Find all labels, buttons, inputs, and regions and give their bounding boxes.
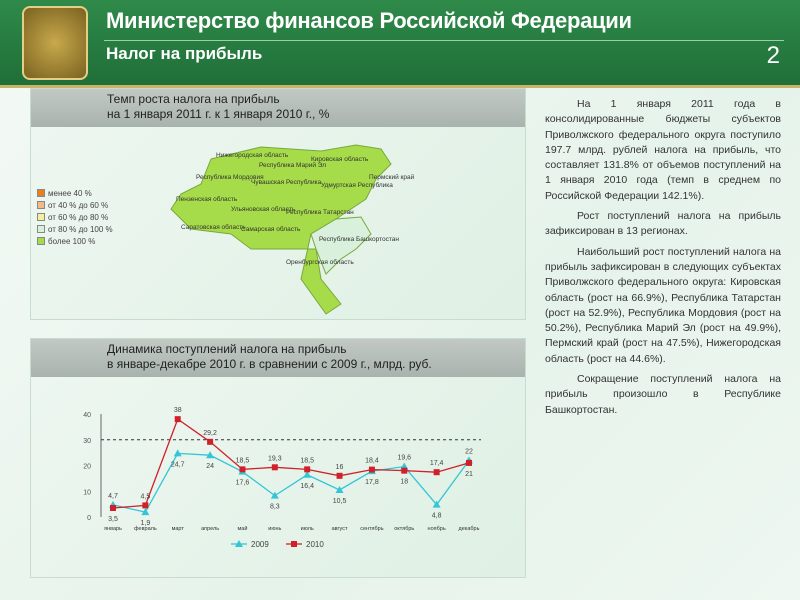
line-chart xyxy=(61,394,501,564)
region-label: Республика Башкортостан xyxy=(319,236,399,243)
data-label: 19,3 xyxy=(268,455,282,463)
map-title-line2: на 1 января 2011 г. к 1 января 2010 г., % xyxy=(107,107,330,121)
data-point-2009 xyxy=(174,449,182,456)
data-label: 18,5 xyxy=(235,457,250,465)
legend-label: 2010 xyxy=(306,540,324,549)
x-tick-label: сентябрь xyxy=(360,526,384,532)
region-label: Ульяновская область xyxy=(231,206,296,213)
x-tick-label: апрель xyxy=(201,526,220,532)
y-tick-label: 20 xyxy=(83,463,91,471)
data-label: 17,4 xyxy=(429,460,444,468)
data-label: 38 xyxy=(173,407,182,415)
x-tick-label: август xyxy=(331,526,348,532)
y-tick-label: 40 xyxy=(83,412,91,419)
legend-item xyxy=(37,199,113,211)
legend-swatch xyxy=(37,225,45,233)
legend-swatch xyxy=(37,189,45,197)
data-point-2010 xyxy=(304,466,310,472)
chart-panel xyxy=(30,338,526,578)
y-tick-label: 10 xyxy=(83,489,91,497)
summary-paragraph: Сокращение поступлений налога на прибыль произошло в Республике Башкортостан. xyxy=(545,373,781,416)
data-label: 18 xyxy=(400,478,409,486)
data-label: 8,3 xyxy=(269,503,280,511)
legend-label: от 40 % до 60 % xyxy=(48,200,109,210)
series-line-2009 xyxy=(113,453,469,512)
data-point-2010 xyxy=(175,416,181,422)
region-label: Самарская область xyxy=(241,226,301,233)
data-point-2010 xyxy=(207,439,213,445)
x-tick-label: июнь xyxy=(268,526,282,532)
ministry-title: Министерство финансов Российской Федерации xyxy=(106,8,632,33)
legend-label: от 60 % до 80 % xyxy=(48,212,109,222)
data-point-2009 xyxy=(336,486,344,493)
data-point-2010 xyxy=(239,466,245,472)
data-label: 29,2 xyxy=(203,429,217,437)
header-divider xyxy=(104,40,784,41)
legend-label: 2009 xyxy=(251,540,269,549)
map-panel xyxy=(30,88,526,320)
data-label: 21 xyxy=(465,470,473,478)
data-point-2010 xyxy=(434,469,440,475)
region-label: Оренбургская область xyxy=(286,259,354,266)
data-point-2010 xyxy=(466,460,472,466)
legend-item xyxy=(37,187,113,199)
data-label: 10,5 xyxy=(332,497,347,505)
data-label: 22 xyxy=(465,448,473,456)
legend-item xyxy=(37,211,113,223)
data-label: 19,6 xyxy=(397,454,412,462)
summary-text xyxy=(545,97,781,423)
legend-swatch xyxy=(37,213,45,221)
region-map xyxy=(151,139,531,319)
x-tick-label: октябрь xyxy=(394,526,415,532)
data-label: 17,6 xyxy=(235,479,250,487)
region-label: Пензенская область xyxy=(176,196,238,203)
region-label: Кировская область xyxy=(311,156,369,163)
y-tick-label: 0 xyxy=(87,515,91,522)
region-label: Удмуртская Республика xyxy=(321,182,393,189)
y-tick-label: 30 xyxy=(83,437,91,445)
chart-title-line2: в январе-декабре 2010 г. в сравнении с 2009 г., млрд. руб. xyxy=(107,357,432,371)
region-label: Республика Марий Эл xyxy=(259,162,327,169)
legend-marker xyxy=(291,541,297,547)
data-point-2010 xyxy=(110,505,116,511)
data-label: 16,4 xyxy=(300,482,314,490)
data-label: 24 xyxy=(206,463,214,471)
data-label: 4,5 xyxy=(140,493,151,501)
data-point-2010 xyxy=(369,467,375,473)
legend-label: более 100 % xyxy=(48,236,96,246)
x-tick-label: март xyxy=(171,526,184,532)
legend-label: от 80 % до 100 % xyxy=(48,224,113,234)
legend-item xyxy=(37,223,113,235)
slide-title: Налог на прибыль xyxy=(106,44,263,63)
data-label: 3,5 xyxy=(108,515,118,523)
x-tick-label: июль xyxy=(300,526,314,532)
legend-item xyxy=(37,235,113,247)
data-label: 18,5 xyxy=(300,457,314,465)
x-tick-label: январь xyxy=(104,526,122,532)
summary-paragraph: На 1 января 2011 года в консолидированные бюджеты субъектов Приволжского федерального округа поступило 197.7 млрд. рублей налога на прибыль, что составляет 131.8% от объемов поступлений на 1 января 2010 года (темп в среднем по Российской Федерации 142.1%). xyxy=(545,98,781,202)
data-label: 17,8 xyxy=(365,479,379,487)
x-tick-label: февраль xyxy=(134,526,157,532)
legend-swatch xyxy=(37,201,45,209)
map-title-line1: Темп роста налога на прибыль xyxy=(107,92,280,106)
region-label: Нижегородская область xyxy=(216,152,289,159)
summary-paragraph: Наибольший рост поступлений налога на прибыль зафиксирован в следующих субъектах Приволжского федерального округа: Кировская область (рост на 66.9%), Республика Татарстан (рост на 52.9%), Республика Мордовия (рост на 50.2%), Республика Марий Эл (рост на 49.9%), Пермский край (рост на 47.5%), Нижегородская область (рост на 44.6%). xyxy=(545,245,781,365)
data-point-2009 xyxy=(271,492,279,499)
header xyxy=(0,0,800,88)
data-point-2010 xyxy=(272,464,278,470)
summary-paragraph: Рост поступлений налога на прибыль зафиксирован в 13 регионах. xyxy=(545,210,781,238)
data-label: 24,7 xyxy=(170,461,185,469)
data-label: 4,8 xyxy=(431,512,442,520)
x-tick-label: декабрь xyxy=(458,526,480,532)
ministry-emblem-logo xyxy=(22,6,88,80)
legend-label: менее 40 % xyxy=(48,188,92,198)
series-line-2010 xyxy=(113,419,469,508)
data-label: 1,9 xyxy=(140,520,151,528)
data-label: 16 xyxy=(335,463,344,471)
region-label: Пермский край xyxy=(369,174,415,181)
map-panel-title xyxy=(31,89,525,127)
data-label: 4,7 xyxy=(108,492,118,500)
data-point-2010 xyxy=(337,473,343,479)
region-label: Чувашская Республика xyxy=(251,179,322,186)
chart-title-line1: Динамика поступлений налога на прибыль xyxy=(107,342,347,356)
map-legend xyxy=(37,187,113,247)
data-point-2010 xyxy=(142,502,148,508)
data-point-2010 xyxy=(401,468,407,474)
x-tick-label: май xyxy=(237,526,248,532)
legend-swatch xyxy=(37,237,45,245)
page-number: 2 xyxy=(766,42,780,69)
chart-panel-title xyxy=(31,339,525,377)
region-label: Саратовская область xyxy=(181,224,246,231)
x-tick-label: ноябрь xyxy=(427,526,446,532)
region-label: Республика Мордовия xyxy=(196,174,264,181)
data-label: 18,4 xyxy=(365,457,379,465)
region-label: Республика Татарстан xyxy=(286,209,354,216)
